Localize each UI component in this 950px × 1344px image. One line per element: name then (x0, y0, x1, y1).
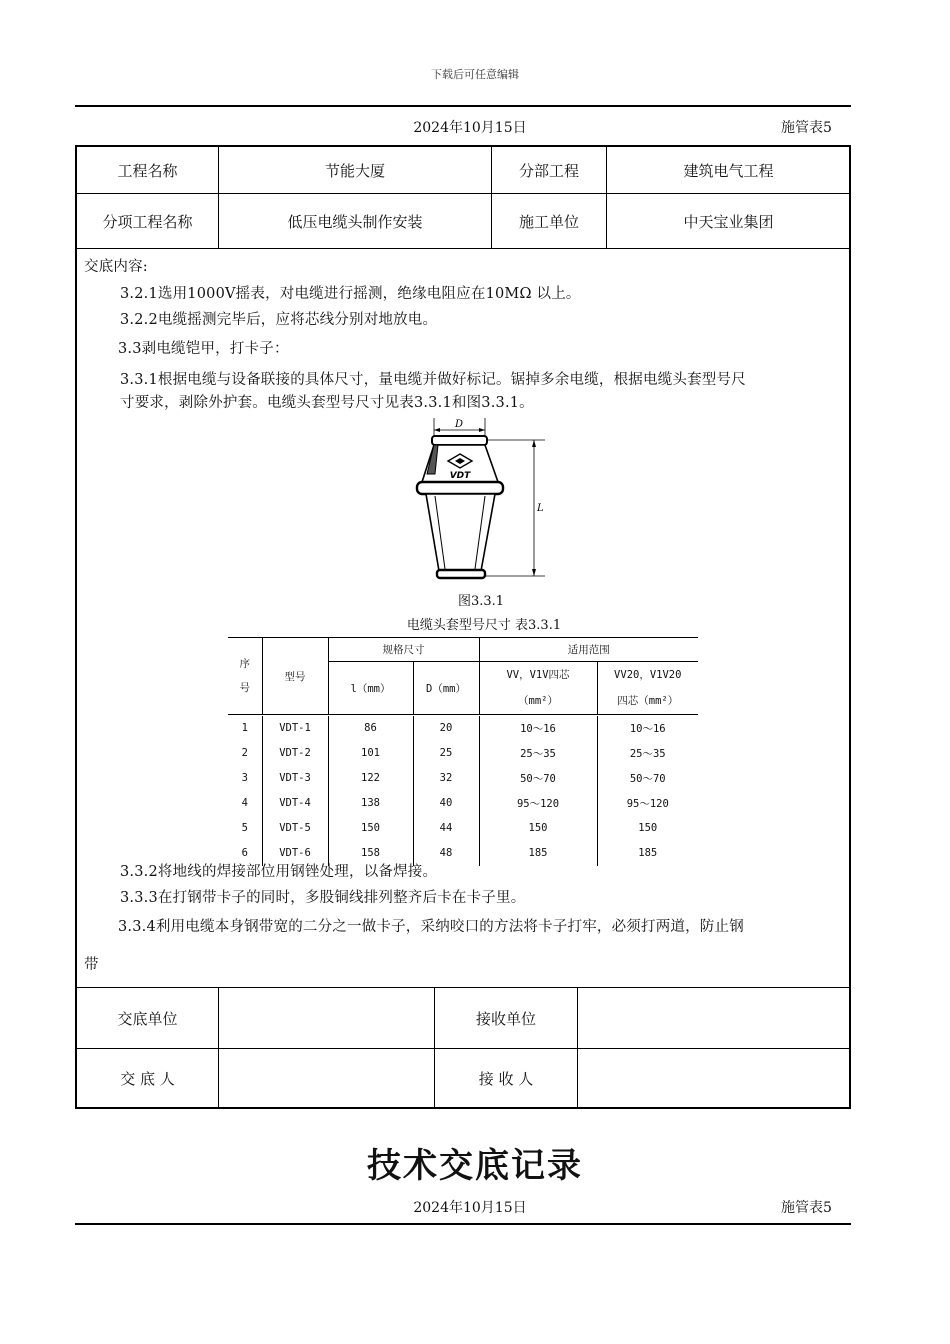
cell-vv: 185 (479, 841, 597, 866)
content-line: 带 (84, 957, 99, 973)
table-row (228, 741, 698, 766)
figure-logo-text: VDT (449, 471, 471, 481)
issuer-field[interactable] (219, 1049, 434, 1108)
cell-model: VDT-4 (262, 791, 328, 816)
cell-l: 138 (328, 791, 413, 816)
cell-seq: 1 (228, 716, 262, 741)
receiver-field[interactable] (578, 1049, 850, 1108)
content-line: 3.2.2电缆摇测完毕后，应将芯线分别对地放电。 (120, 312, 438, 328)
footer-date: 2024年10月15日 (413, 1200, 527, 1216)
cell-vv20: 25～35 (629, 747, 666, 760)
subitem-label: 分项工程名称 (102, 212, 193, 231)
issuer-unit-field[interactable] (219, 988, 434, 1048)
figure-caption: 图3.3.1 (457, 594, 505, 609)
receiver-unit-field[interactable] (578, 988, 850, 1048)
contractor-label: 施工单位 (518, 212, 579, 231)
cell-l: 150 (328, 816, 413, 841)
cable-head-sleeve-figure (405, 416, 550, 586)
header-vv-a: VV，V1V四芯 (506, 669, 570, 681)
cell-d: 25 (413, 741, 479, 766)
issuer-unit-label: 交底单位 (117, 1009, 178, 1028)
header-form-number: 施管表5 (781, 120, 832, 136)
header-spec: 规格尺寸 (328, 638, 479, 662)
content-line: 3.3.1根据电缆与设备联接的具体尺寸，量电缆并做好标记。锯掉多余电缆，根据电缆头套型号尺 (120, 372, 746, 388)
content-line: 3.3剥电缆铠甲，打卡子： (118, 341, 289, 357)
cell-seq: 3 (228, 766, 262, 791)
content-line: 3.3.2将地线的焊接部位用钢锉处理，以备焊接。 (120, 864, 438, 880)
footer-rule (75, 1223, 851, 1225)
cell-seq: 2 (228, 741, 262, 766)
cell-model: VDT-2 (262, 741, 328, 766)
cell-d: 40 (413, 791, 479, 816)
receiver-label: 接 收 人 (478, 1070, 534, 1088)
subitem-value: 低压电缆头制作安装 (287, 212, 423, 231)
cell-vv: 50～70 (479, 766, 597, 791)
header-range: 适用范围 (479, 638, 698, 662)
header-rule (75, 105, 851, 107)
table-row (228, 816, 698, 841)
cell-vv20: 150 (638, 822, 658, 834)
division-value: 建筑电气工程 (683, 161, 774, 180)
cell-seq: 5 (228, 816, 262, 841)
header-vv-b: （mm²） (518, 695, 558, 707)
cell-d: 48 (413, 841, 479, 866)
content-line: 寸要求，剥除外护套。电缆头套型号尺寸见表3.3.1和图3.3.1。 (120, 395, 534, 411)
table-row (228, 791, 698, 816)
page-title: 技术交底记录 (367, 1146, 583, 1186)
header-d: D（mm） (413, 662, 479, 715)
cell-model: VDT-5 (262, 816, 328, 841)
cell-d: 32 (413, 766, 479, 791)
cell-d: 44 (413, 816, 479, 841)
content-line: 3.3.4利用电缆本身钢带宽的二分之一做卡子，采纳咬口的方法将卡子打牢，必须打两道，防止钢 (118, 919, 744, 935)
cell-seq: 6 (228, 841, 262, 866)
cell-vv20: 50～70 (629, 772, 666, 785)
header-date: 2024年10月15日 (413, 120, 527, 136)
project-name-label: 工程名称 (117, 161, 178, 180)
cell-l: 86 (328, 716, 413, 741)
cell-l: 158 (328, 841, 413, 866)
table-row (228, 766, 698, 791)
header-seq-b: 号 (239, 682, 250, 694)
cell-vv: 25～35 (479, 741, 597, 766)
content-line: 3.2.1选用1000V摇表，对电缆进行摇测，绝缘电阻应在10MΩ 以上。 (120, 286, 581, 302)
header-vv20-b: 四芯（mm²） (617, 695, 679, 707)
header-seq-a: 序 (239, 658, 250, 670)
cell-model: VDT-3 (262, 766, 328, 791)
cell-vv20: 185 (638, 847, 658, 859)
project-name-value: 节能大厦 (324, 161, 385, 180)
header-vv20-a: VV20，V1V20 (614, 669, 682, 681)
header-l: l（mm） (328, 662, 413, 715)
cell-vv20: 95～120 (626, 797, 669, 810)
cell-l: 101 (328, 741, 413, 766)
cell-vv: 95～120 (479, 791, 597, 816)
receiver-unit-label: 接收单位 (475, 1009, 536, 1028)
header-model: 型号 (262, 638, 328, 715)
figure-label-d: D (455, 419, 464, 430)
cell-l: 122 (328, 766, 413, 791)
watermark-text: 下载后可任意编辑 (431, 68, 519, 81)
content-line: 3.3.3在打钢带卡子的同时，多股铜线排列整齐后卡在卡子里。 (120, 890, 526, 906)
cell-model: VDT-6 (262, 841, 328, 866)
cell-vv20: 10～16 (629, 722, 666, 735)
cell-d: 20 (413, 716, 479, 741)
cell-model: VDT-1 (262, 716, 328, 741)
grid-line (76, 248, 850, 249)
contractor-value: 中天宝业集团 (683, 212, 774, 231)
footer-form-number: 施管表5 (781, 1200, 832, 1216)
sleeve-size-table (228, 637, 698, 866)
header-seq (228, 638, 262, 715)
division-label: 分部工程 (518, 161, 579, 180)
figure-label-l: L (537, 503, 544, 514)
cell-vv: 10～16 (479, 716, 597, 741)
table-caption: 电缆头套型号尺寸 表3.3.1 (406, 618, 562, 633)
issuer-label: 交 底 人 (120, 1070, 175, 1088)
cell-seq: 4 (228, 791, 262, 816)
content-heading: 交底内容: (84, 259, 148, 275)
table-row (228, 716, 698, 741)
cell-vv: 150 (479, 816, 597, 841)
